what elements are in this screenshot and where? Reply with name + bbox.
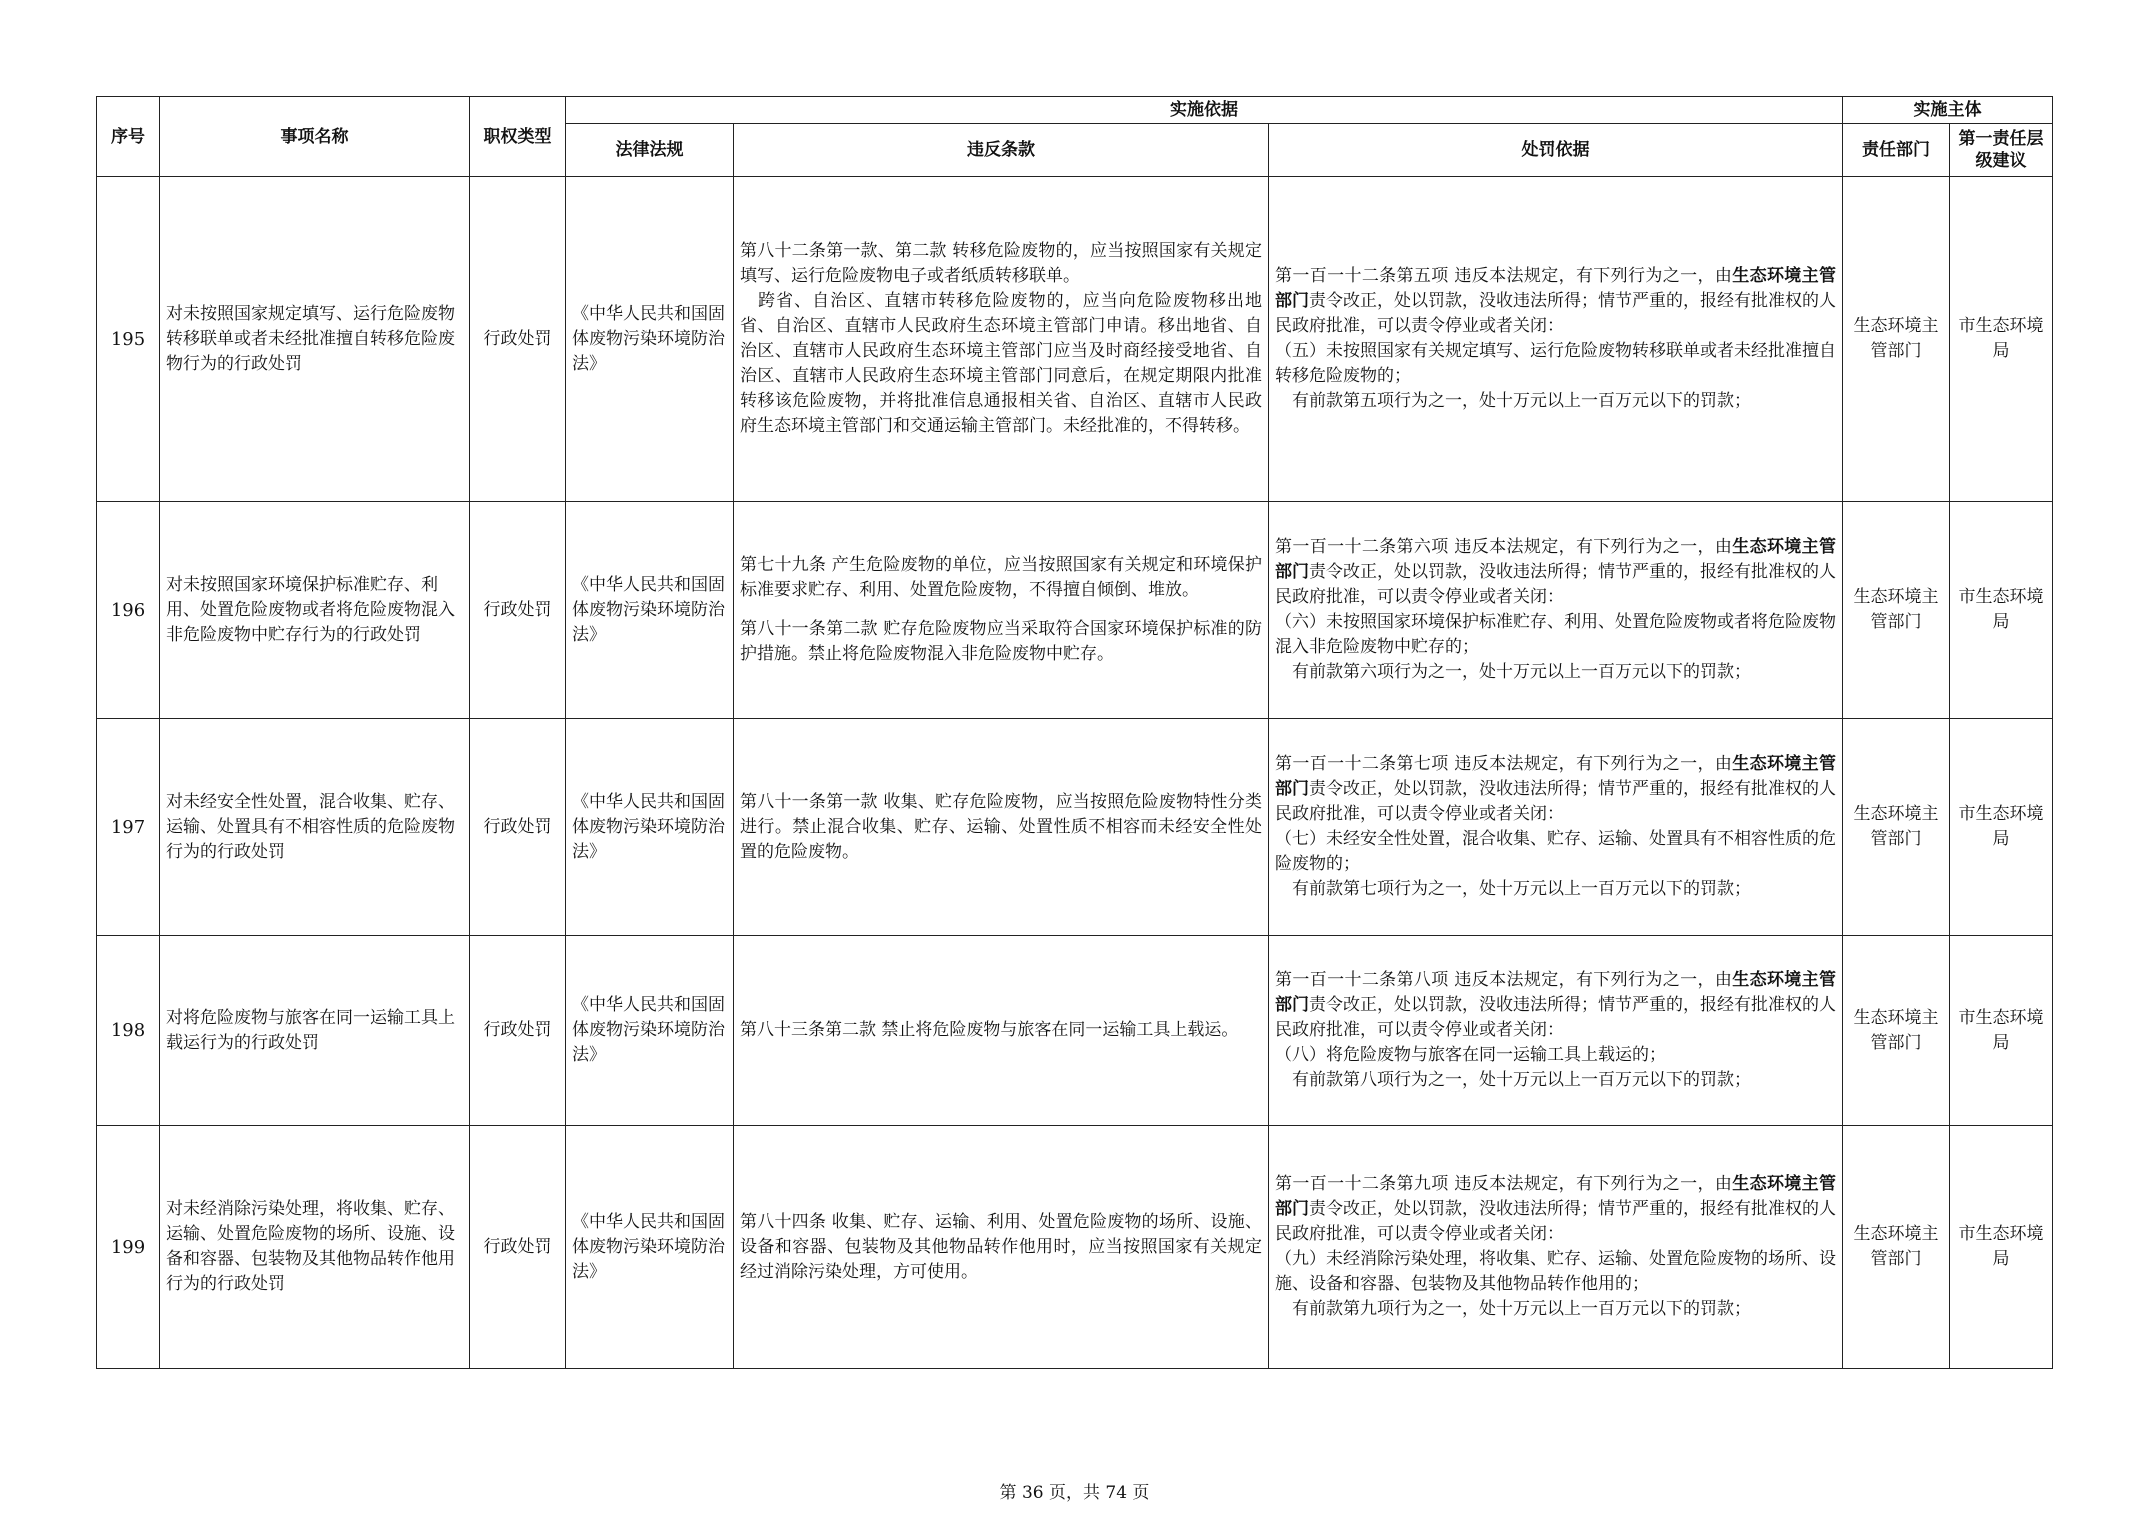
violated-article xyxy=(734,177,1269,502)
item-name: 对未按照国家环境保护标准贮存、利用、处置危险废物或者将危险废物混入非危险废物中贮存行为的行政处罚 xyxy=(160,502,470,719)
table-row xyxy=(97,502,2053,719)
violated-article xyxy=(734,502,1269,719)
responsible-dept: 生态环境主管部门 xyxy=(1843,177,1950,502)
header-power-type: 职权类型 xyxy=(470,97,566,177)
article-paragraph: 第八十三条第二款 禁止将危险废物与旅客在同一运输工具上载运。 xyxy=(740,1020,1239,1040)
page-number-footer: 第 36 页，共 74 页 xyxy=(999,1483,1150,1503)
header-dept: 责任部门 xyxy=(1843,124,1950,177)
row-number: 196 xyxy=(97,502,160,719)
item-name: 对将危险废物与旅客在同一运输工具上载运行为的行政处罚 xyxy=(160,936,470,1126)
law-name: 《中华人民共和国固体废物污染环境防治法》 xyxy=(566,719,734,936)
law-name: 《中华人民共和国固体废物污染环境防治法》 xyxy=(566,502,734,719)
row-number: 198 xyxy=(97,936,160,1126)
penalty-basis xyxy=(1269,1126,1843,1369)
table-row xyxy=(97,177,2053,502)
responsible-dept: 生态环境主管部门 xyxy=(1843,719,1950,936)
power-type: 行政处罚 xyxy=(470,1126,566,1369)
penalty-amount: 有前款第六项行为之一，处十万元以上一百万元以下的罚款； xyxy=(1275,662,1751,682)
penalty-clause-cont: 责令改正，处以罚款，没收违法所得；情节严重的，报经有批准权的人民政府批准，可以责令停业或者关闭： xyxy=(1275,562,1837,607)
law-name: 《中华人民共和国固体废物污染环境防治法》 xyxy=(566,936,734,1126)
row-number: 195 xyxy=(97,177,160,502)
header-subject-group: 实施主体 xyxy=(1843,97,2053,124)
power-type: 行政处罚 xyxy=(470,177,566,502)
penalty-authority: 生态环境主管部门 xyxy=(1275,537,1837,582)
penalty-item: （五）未按照国家有关规定填写、运行危险废物转移联单或者未经批准擅自转移危险废物的； xyxy=(1275,341,1837,386)
responsible-dept: 生态环境主管部门 xyxy=(1843,936,1950,1126)
responsibility-level: 市生态环境局 xyxy=(1950,502,2053,719)
penalty-clause: 第一百一十二条第八项 违反本法规定，有下列行为之一，由 xyxy=(1275,970,1733,990)
item-name: 对未经安全性处置，混合收集、贮存、运输、处置具有不相容性质的危险废物行为的行政处罚 xyxy=(160,719,470,936)
penalty-basis xyxy=(1269,936,1843,1126)
header-violation: 违反条款 xyxy=(734,124,1269,177)
penalty-basis xyxy=(1269,502,1843,719)
penalty-amount: 有前款第七项行为之一，处十万元以上一百万元以下的罚款； xyxy=(1275,879,1751,899)
penalty-item: （九）未经消除污染处理，将收集、贮存、运输、处置危险废物的场所、设施、设备和容器、包装物及其他物品转作他用的； xyxy=(1275,1249,1837,1294)
penalty-table xyxy=(96,96,2053,1369)
responsibility-level: 市生态环境局 xyxy=(1950,1126,2053,1369)
responsibility-level: 市生态环境局 xyxy=(1950,177,2053,502)
power-type: 行政处罚 xyxy=(470,502,566,719)
responsible-dept: 生态环境主管部门 xyxy=(1843,1126,1950,1369)
penalty-authority: 生态环境主管部门 xyxy=(1275,754,1837,799)
item-name: 对未按照国家规定填写、运行危险废物转移联单或者未经批准擅自转移危险废物行为的行政处罚 xyxy=(160,177,470,502)
penalty-amount: 有前款第九项行为之一，处十万元以上一百万元以下的罚款； xyxy=(1275,1299,1751,1319)
responsible-dept: 生态环境主管部门 xyxy=(1843,502,1950,719)
penalty-amount: 有前款第八项行为之一，处十万元以上一百万元以下的罚款； xyxy=(1275,1070,1751,1090)
penalty-amount: 有前款第五项行为之一，处十万元以上一百万元以下的罚款； xyxy=(1275,391,1751,411)
header-seq: 序号 xyxy=(97,97,160,177)
power-type: 行政处罚 xyxy=(470,719,566,936)
responsibility-level: 市生态环境局 xyxy=(1950,719,2053,936)
article-paragraph: 第七十九条 产生危险废物的单位，应当按照国家有关规定和环境保护标准要求贮存、利用、处置危险废物，不得擅自倾倒、堆放。 xyxy=(740,555,1262,600)
table-row xyxy=(97,1126,2053,1369)
penalty-clause-cont: 责令改正，处以罚款，没收违法所得；情节严重的，报经有批准权的人民政府批准，可以责令停业或者关闭： xyxy=(1275,779,1837,824)
penalty-clause: 第一百一十二条第五项 违反本法规定，有下列行为之一，由 xyxy=(1275,266,1733,286)
law-name: 《中华人民共和国固体废物污染环境防治法》 xyxy=(566,177,734,502)
penalty-clause-cont: 责令改正，处以罚款，没收违法所得；情节严重的，报经有批准权的人民政府批准，可以责令停业或者关闭： xyxy=(1275,291,1837,336)
penalty-authority: 生态环境主管部门 xyxy=(1275,970,1837,1015)
penalty-basis xyxy=(1269,177,1843,502)
article-paragraph: 第八十一条第二款 贮存危险废物应当采取符合国家环境保护标准的防护措施。禁止将危险废物混入非危险废物中贮存。 xyxy=(740,619,1262,664)
violated-article xyxy=(734,719,1269,936)
article-paragraph: 第八十四条 收集、贮存、运输、利用、处置危险废物的场所、设施、设备和容器、包装物及其他物品转作他用时，应当按照国家有关规定经过消除污染处理，方可使用。 xyxy=(740,1211,1262,1282)
item-name: 对未经消除污染处理，将收集、贮存、运输、处置危险废物的场所、设施、设备和容器、包装物及其他物品转作他用行为的行政处罚 xyxy=(160,1126,470,1369)
table-header xyxy=(97,97,2053,177)
header-level: 第一责任层级建议 xyxy=(1950,124,2053,177)
header-law: 法律法规 xyxy=(566,124,734,177)
violated-article xyxy=(734,936,1269,1126)
article-paragraph: 第八十二条第一款、第二款 转移危险废物的，应当按照国家有关规定填写、运行危险废物电子或者纸质转移联单。 xyxy=(740,241,1262,286)
responsibility-level: 市生态环境局 xyxy=(1950,936,2053,1126)
row-number: 197 xyxy=(97,719,160,936)
header-penalty: 处罚依据 xyxy=(1269,124,1843,177)
article-paragraph: 第八十一条第一款 收集、贮存危险废物，应当按照危险废物特性分类进行。禁止混合收集、贮存、运输、处置性质不相容而未经安全性处置的危险废物。 xyxy=(740,791,1262,862)
table-row xyxy=(97,936,2053,1126)
row-number: 199 xyxy=(97,1126,160,1369)
table-body xyxy=(97,177,2053,1369)
penalty-authority: 生态环境主管部门 xyxy=(1275,266,1837,311)
article-paragraph: 跨省、自治区、直辖市转移危险废物的，应当向危险废物移出地省、自治区、直辖市人民政府生态环境主管部门申请。移出地省、自治区、直辖市人民政府生态环境主管部门应当及时商经接受地省、自治区、直辖市人民政府生态环境主管部门同意后，在规定期限内批准转移该危险废物，并将批准信息通报相关省、自治区、直辖市人民政府生态环境主管部门和交通运输主管部门。未经批准的，不得转移。 xyxy=(740,291,1262,436)
penalty-clause-cont: 责令改正，处以罚款，没收违法所得；情节严重的，报经有批准权的人民政府批准，可以责令停业或者关闭： xyxy=(1275,1199,1837,1244)
penalty-authority: 生态环境主管部门 xyxy=(1275,1174,1837,1219)
penalty-basis xyxy=(1269,719,1843,936)
header-item-name: 事项名称 xyxy=(160,97,470,177)
penalty-clause: 第一百一十二条第九项 违反本法规定，有下列行为之一，由 xyxy=(1275,1174,1733,1194)
penalty-clause: 第一百一十二条第六项 违反本法规定，有下列行为之一，由 xyxy=(1275,537,1733,557)
violated-article xyxy=(734,1126,1269,1369)
penalty-item: （七）未经安全性处置，混合收集、贮存、运输、处置具有不相容性质的危险废物的； xyxy=(1275,829,1837,874)
penalty-item: （六）未按照国家环境保护标准贮存、利用、处置危险废物或者将危险废物混入非危险废物中贮存的； xyxy=(1275,612,1837,657)
header-basis-group: 实施依据 xyxy=(566,97,1843,124)
penalty-item: （八）将危险废物与旅客在同一运输工具上载运的； xyxy=(1275,1045,1666,1065)
table-row xyxy=(97,719,2053,936)
penalty-clause-cont: 责令改正，处以罚款，没收违法所得；情节严重的，报经有批准权的人民政府批准，可以责令停业或者关闭： xyxy=(1275,995,1837,1040)
power-type: 行政处罚 xyxy=(470,936,566,1126)
law-name: 《中华人民共和国固体废物污染环境防治法》 xyxy=(566,1126,734,1369)
penalty-clause: 第一百一十二条第七项 违反本法规定，有下列行为之一，由 xyxy=(1275,754,1733,774)
